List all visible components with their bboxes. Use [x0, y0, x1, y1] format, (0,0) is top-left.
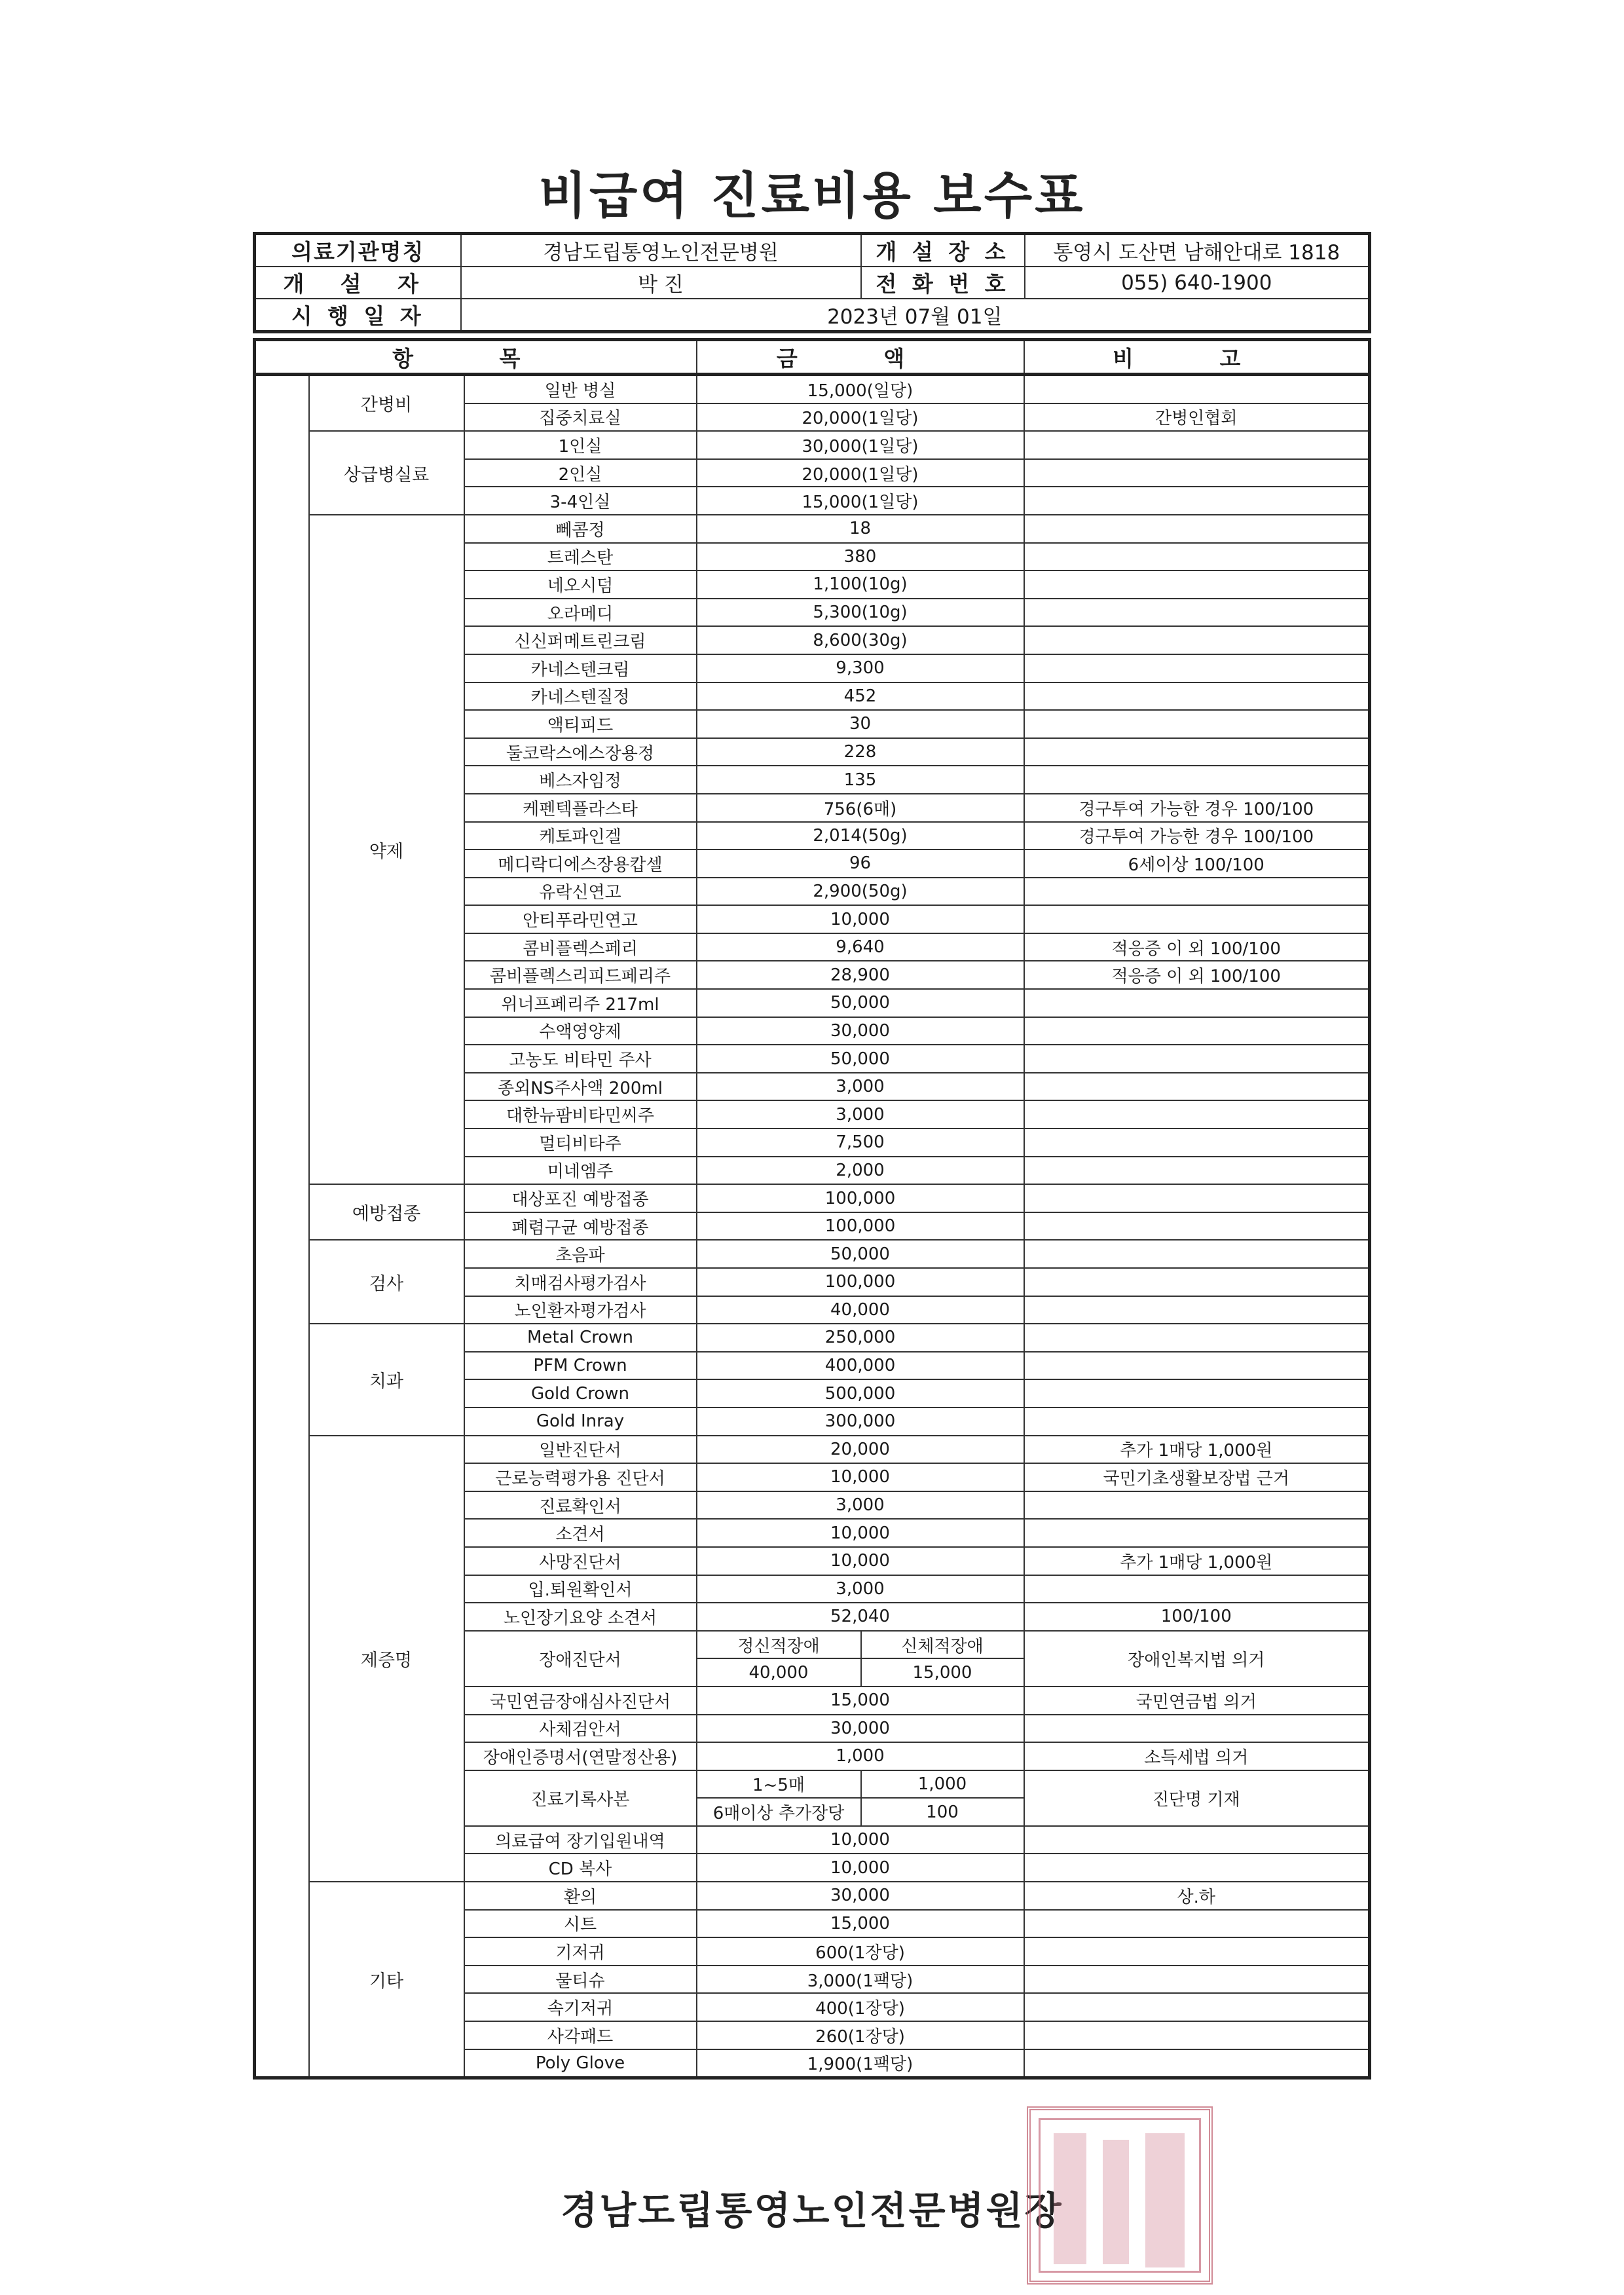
amount-cell: 3,000 — [697, 1491, 1024, 1520]
item-cell: 초음파 — [464, 1240, 697, 1268]
amount-cell: 600(1장당) — [697, 1937, 1024, 1966]
footer-signature: 경남도립통영노인전문병원장 — [561, 2188, 1063, 2233]
item-cell: 시트 — [464, 1910, 697, 1938]
document-title: 비급여 진료비용 보수표 — [538, 166, 1086, 225]
amount-cell: 2,900(50g) — [697, 878, 1024, 906]
note-cell: 경구투여 가능한 경우 100/100 — [1024, 794, 1370, 822]
item-cell: 대상포진 예방접종 — [464, 1184, 697, 1212]
amount-cell: 30,000 — [697, 1715, 1024, 1743]
amount-cell: 30,000(1일당) — [697, 431, 1024, 459]
note-cell — [1024, 1937, 1370, 1966]
amount-cell: 3,000 — [697, 1575, 1024, 1603]
item-cell: 속기저귀 — [464, 1993, 697, 2021]
amount-cell: 228 — [697, 738, 1024, 766]
note-cell — [1024, 1854, 1370, 1882]
amount-cell: 2,000 — [697, 1157, 1024, 1185]
amount-cell: 452 — [697, 682, 1024, 711]
note-cell — [1024, 1352, 1370, 1380]
amount-cell: 28,900 — [697, 961, 1024, 989]
category-cell: 예방접종 — [309, 1184, 464, 1240]
note-cell — [1024, 599, 1370, 627]
item-cell: 신신퍼메트린크림 — [464, 626, 697, 654]
note-cell — [1024, 1408, 1370, 1436]
note-cell — [1024, 2021, 1370, 2049]
note-cell: 국민기초생활보장법 근거 — [1024, 1463, 1370, 1491]
note-cell — [1024, 766, 1370, 794]
amount-cell: 20,000(1일당) — [697, 459, 1024, 487]
header-item: 항 목 — [255, 340, 697, 375]
note-cell — [1024, 1212, 1370, 1241]
sub-cell: 100 — [861, 1798, 1024, 1826]
item-cell: 집중치료실 — [464, 403, 697, 432]
item-cell: Poly Glove — [464, 2049, 697, 2078]
sub-cell: 40,000 — [697, 1658, 861, 1687]
amount-cell: 260(1장당) — [697, 2021, 1024, 2049]
amount-cell: 100,000 — [697, 1212, 1024, 1241]
note-cell — [1024, 905, 1370, 933]
note-cell — [1024, 515, 1370, 543]
amount-cell: 300,000 — [697, 1408, 1024, 1436]
amount-cell: 20,000(1일당) — [697, 403, 1024, 432]
date-label: 시 행 일 자 — [255, 299, 461, 332]
item-cell: 액티피드 — [464, 710, 697, 738]
amount-cell: 15,000 — [697, 1687, 1024, 1715]
amount-cell: 1,900(1팩당) — [697, 2049, 1024, 2078]
note-cell — [1024, 1575, 1370, 1603]
sub-cell: 15,000 — [861, 1658, 1024, 1687]
note-cell — [1024, 1100, 1370, 1129]
note-cell — [1024, 1379, 1370, 1408]
location-value: 통영시 도산면 남해안대로 1818 — [1025, 234, 1370, 267]
category-cell: 상급병실료 — [309, 431, 464, 515]
amount-cell: 15,000(일당) — [697, 375, 1024, 403]
info-row-institution — [255, 234, 1370, 267]
group-margin — [255, 515, 309, 1184]
seal-stroke — [1103, 2140, 1129, 2264]
item-cell: 카네스텐크림 — [464, 654, 697, 682]
fee-table-header — [255, 340, 1370, 375]
item-cell: Gold Inray — [464, 1408, 697, 1436]
note-cell — [1024, 738, 1370, 766]
category-cell: 기타 — [309, 1882, 464, 2078]
group-margin — [255, 1240, 309, 1324]
amount-cell: 380 — [697, 543, 1024, 571]
item-cell: 위너프페리주 217ml — [464, 989, 697, 1017]
note-cell — [1024, 1157, 1370, 1185]
note-cell — [1024, 1240, 1370, 1268]
note-cell — [1024, 570, 1370, 599]
note-cell: 100/100 — [1024, 1603, 1370, 1631]
note-cell — [1024, 1268, 1370, 1296]
category-cell: 검사 — [309, 1240, 464, 1324]
seal-stroke — [1145, 2133, 1185, 2267]
item-cell: 사체검안서 — [464, 1715, 697, 1743]
note-cell: 간병인협회 — [1024, 403, 1370, 432]
amount-cell: 400,000 — [697, 1352, 1024, 1380]
table-row — [255, 1436, 1370, 1464]
amount-cell: 10,000 — [697, 905, 1024, 933]
sub-cell: 정신적장애 — [697, 1631, 861, 1659]
amount-cell: 10,000 — [697, 1826, 1024, 1854]
note-cell — [1024, 1491, 1370, 1520]
group-margin — [255, 1184, 309, 1240]
item-cell: Gold Crown — [464, 1379, 697, 1408]
sub-cell: 1~5매 — [697, 1770, 861, 1799]
item-cell: 진료기록사본 — [464, 1770, 697, 1826]
note-cell — [1024, 1715, 1370, 1743]
header-note: 비 고 — [1024, 340, 1370, 375]
note-cell: 소득세법 의거 — [1024, 1742, 1370, 1770]
sub-cell: 6매이상 추가장당 — [697, 1798, 861, 1826]
amount-cell: 20,000 — [697, 1436, 1024, 1464]
amount-cell: 30,000 — [697, 1882, 1024, 1910]
note-cell — [1024, 989, 1370, 1017]
amount-cell: 250,000 — [697, 1324, 1024, 1352]
amount-cell: 9,300 — [697, 654, 1024, 682]
amount-cell: 30 — [697, 710, 1024, 738]
note-cell: 추가 1매당 1,000원 — [1024, 1436, 1370, 1464]
note-cell — [1024, 1966, 1370, 1994]
item-cell: 종외NS주사액 200ml — [464, 1073, 697, 1101]
item-cell: 근로능력평가용 진단서 — [464, 1463, 697, 1491]
note-cell — [1024, 1045, 1370, 1073]
note-cell — [1024, 1296, 1370, 1324]
amount-cell: 10,000 — [697, 1463, 1024, 1491]
amount-cell: 5,300(10g) — [697, 599, 1024, 627]
category-cell: 제증명 — [309, 1436, 464, 1882]
item-cell: CD 복사 — [464, 1854, 697, 1882]
amount-cell: 3,000 — [697, 1073, 1024, 1101]
item-cell: 2인실 — [464, 459, 697, 487]
item-cell: 장애인증명서(연말정산용) — [464, 1742, 697, 1770]
amount-cell: 18 — [697, 515, 1024, 543]
seal-stroke — [1054, 2133, 1086, 2264]
info-row-founder — [255, 267, 1370, 299]
item-cell: 환의 — [464, 1882, 697, 1910]
amount-cell: 10,000 — [697, 1854, 1024, 1882]
item-cell: 케펜텍플라스타 — [464, 794, 697, 822]
item-cell: 의료급여 장기입원내역 — [464, 1826, 697, 1854]
item-cell: PFM Crown — [464, 1352, 697, 1380]
item-cell: 물티슈 — [464, 1966, 697, 1994]
note-cell: 6세이상 100/100 — [1024, 849, 1370, 878]
item-cell: 기저귀 — [464, 1937, 697, 1966]
note-cell: 경구투여 가능한 경우 100/100 — [1024, 822, 1370, 850]
item-cell: 1인실 — [464, 431, 697, 459]
institution-info-table — [253, 232, 1371, 333]
amount-cell: 15,000 — [697, 1910, 1024, 1938]
amount-cell: 7,500 — [697, 1129, 1024, 1157]
note-cell — [1024, 1017, 1370, 1045]
item-cell: 뻬콤정 — [464, 515, 697, 543]
note-cell — [1024, 459, 1370, 487]
sub-cell: 신체적장애 — [861, 1631, 1024, 1659]
category-cell: 간병비 — [309, 375, 464, 432]
note-cell — [1024, 1826, 1370, 1854]
seal-inner-border — [1039, 2118, 1201, 2273]
item-cell: 트레스탄 — [464, 543, 697, 571]
amount-cell: 135 — [697, 766, 1024, 794]
founder-value: 박 진 — [461, 267, 861, 299]
amount-cell: 100,000 — [697, 1184, 1024, 1212]
table-row — [255, 515, 1370, 543]
amount-cell: 96 — [697, 849, 1024, 878]
table-row — [255, 431, 1370, 459]
amount-cell: 2,014(50g) — [697, 822, 1024, 850]
fee-table-body — [255, 340, 1370, 2078]
table-row — [255, 375, 1370, 403]
phone-value: 055) 640-1900 — [1025, 267, 1370, 299]
group-margin — [255, 1436, 309, 1882]
note-cell — [1024, 710, 1370, 738]
note-cell — [1024, 1129, 1370, 1157]
item-cell: 일반진단서 — [464, 1436, 697, 1464]
item-cell: 입.퇴원확인서 — [464, 1575, 697, 1603]
fee-table — [253, 338, 1371, 2080]
item-cell: 오라메디 — [464, 599, 697, 627]
item-cell: 사망진단서 — [464, 1547, 697, 1575]
table-row — [255, 1324, 1370, 1352]
item-cell: 고농도 비타민 주사 — [464, 1045, 697, 1073]
item-cell: 국민연금장애심사진단서 — [464, 1687, 697, 1715]
amount-cell: 50,000 — [697, 1045, 1024, 1073]
amount-cell: 52,040 — [697, 1603, 1024, 1631]
item-cell: 둘코락스에스장용정 — [464, 738, 697, 766]
note-cell: 추가 1매당 1,000원 — [1024, 1547, 1370, 1575]
note-cell: 상.하 — [1024, 1882, 1370, 1910]
date-value: 2023년 07월 01일 — [461, 299, 1370, 332]
amount-cell: 9,640 — [697, 933, 1024, 961]
item-cell: 미네엠주 — [464, 1157, 697, 1185]
item-cell: 3-4인실 — [464, 487, 697, 515]
amount-cell: 30,000 — [697, 1017, 1024, 1045]
note-cell — [1024, 1910, 1370, 1938]
item-cell: 카네스텐질정 — [464, 682, 697, 711]
note-cell — [1024, 2049, 1370, 2078]
location-label: 개 설 장 소 — [861, 234, 1025, 267]
table-row — [255, 1882, 1370, 1910]
item-cell: 소견서 — [464, 1519, 697, 1547]
item-cell: 대한뉴팜비타민씨주 — [464, 1100, 697, 1129]
amount-cell: 1,100(10g) — [697, 570, 1024, 599]
amount-cell: 756(6매) — [697, 794, 1024, 822]
amount-cell: 3,000 — [697, 1100, 1024, 1129]
category-cell: 치과 — [309, 1324, 464, 1435]
amount-cell: 100,000 — [697, 1268, 1024, 1296]
amount-cell: 10,000 — [697, 1519, 1024, 1547]
note-cell: 적응증 이 외 100/100 — [1024, 933, 1370, 961]
table-row — [255, 1240, 1370, 1268]
note-cell — [1024, 431, 1370, 459]
note-cell — [1024, 878, 1370, 906]
item-cell: 메디락디에스장용캅셀 — [464, 849, 697, 878]
info-row-date — [255, 299, 1370, 332]
item-cell: 일반 병실 — [464, 375, 697, 403]
amount-cell: 15,000(1일당) — [697, 487, 1024, 515]
amount-cell: 50,000 — [697, 1240, 1024, 1268]
institution-label: 의료기관명칭 — [255, 234, 461, 267]
note-cell — [1024, 543, 1370, 571]
table-row — [255, 1184, 1370, 1212]
note-cell — [1024, 654, 1370, 682]
item-cell: Metal Crown — [464, 1324, 697, 1352]
amount-cell: 1,000 — [697, 1742, 1024, 1770]
item-cell: 장애진단서 — [464, 1631, 697, 1687]
group-margin — [255, 375, 309, 432]
founder-label: 개 설 자 — [255, 267, 461, 299]
amount-cell: 40,000 — [697, 1296, 1024, 1324]
item-cell: 콤비플렉스페리 — [464, 933, 697, 961]
category-cell: 약제 — [309, 515, 464, 1184]
amount-cell: 500,000 — [697, 1379, 1024, 1408]
note-cell — [1024, 375, 1370, 403]
amount-cell: 8,600(30g) — [697, 626, 1024, 654]
item-cell: 사각패드 — [464, 2021, 697, 2049]
note-cell — [1024, 626, 1370, 654]
item-cell: 콤비플렉스리피드페리주 — [464, 961, 697, 989]
note-cell — [1024, 1073, 1370, 1101]
item-cell: 노인장기요양 소견서 — [464, 1603, 697, 1631]
phone-label: 전 화 번 호 — [861, 267, 1025, 299]
institution-name: 경남도립통영노인전문병원 — [461, 234, 861, 267]
sub-cell: 1,000 — [861, 1770, 1024, 1799]
item-cell: 진료확인서 — [464, 1491, 697, 1520]
note-cell — [1024, 682, 1370, 711]
note-cell — [1024, 1324, 1370, 1352]
item-cell: 케토파인겔 — [464, 822, 697, 850]
note-cell: 진단명 기재 — [1024, 1770, 1370, 1826]
item-cell: 폐렴구균 예방접종 — [464, 1212, 697, 1241]
item-cell: 노인환자평가검사 — [464, 1296, 697, 1324]
amount-cell: 10,000 — [697, 1547, 1024, 1575]
note-cell: 장애인복지법 의거 — [1024, 1631, 1370, 1687]
amount-cell: 400(1장당) — [697, 1993, 1024, 2021]
item-cell: 멀티비타주 — [464, 1129, 697, 1157]
item-cell: 네오시덤 — [464, 570, 697, 599]
note-cell — [1024, 1519, 1370, 1547]
amount-cell: 50,000 — [697, 989, 1024, 1017]
header-amount: 금 액 — [697, 340, 1024, 375]
group-margin — [255, 1324, 309, 1435]
item-cell: 수액영양제 — [464, 1017, 697, 1045]
group-margin — [255, 431, 309, 515]
item-cell: 안티푸라민연고 — [464, 905, 697, 933]
note-cell — [1024, 1993, 1370, 2021]
note-cell: 국민연금법 의거 — [1024, 1687, 1370, 1715]
item-cell: 유락신연고 — [464, 878, 697, 906]
official-seal — [1027, 2106, 1213, 2285]
note-cell — [1024, 487, 1370, 515]
item-cell: 치매검사평가검사 — [464, 1268, 697, 1296]
note-cell: 적응증 이 외 100/100 — [1024, 961, 1370, 989]
note-cell — [1024, 1184, 1370, 1212]
item-cell: 베스자임정 — [464, 766, 697, 794]
amount-cell: 3,000(1팩당) — [697, 1966, 1024, 1994]
group-margin — [255, 1882, 309, 2078]
